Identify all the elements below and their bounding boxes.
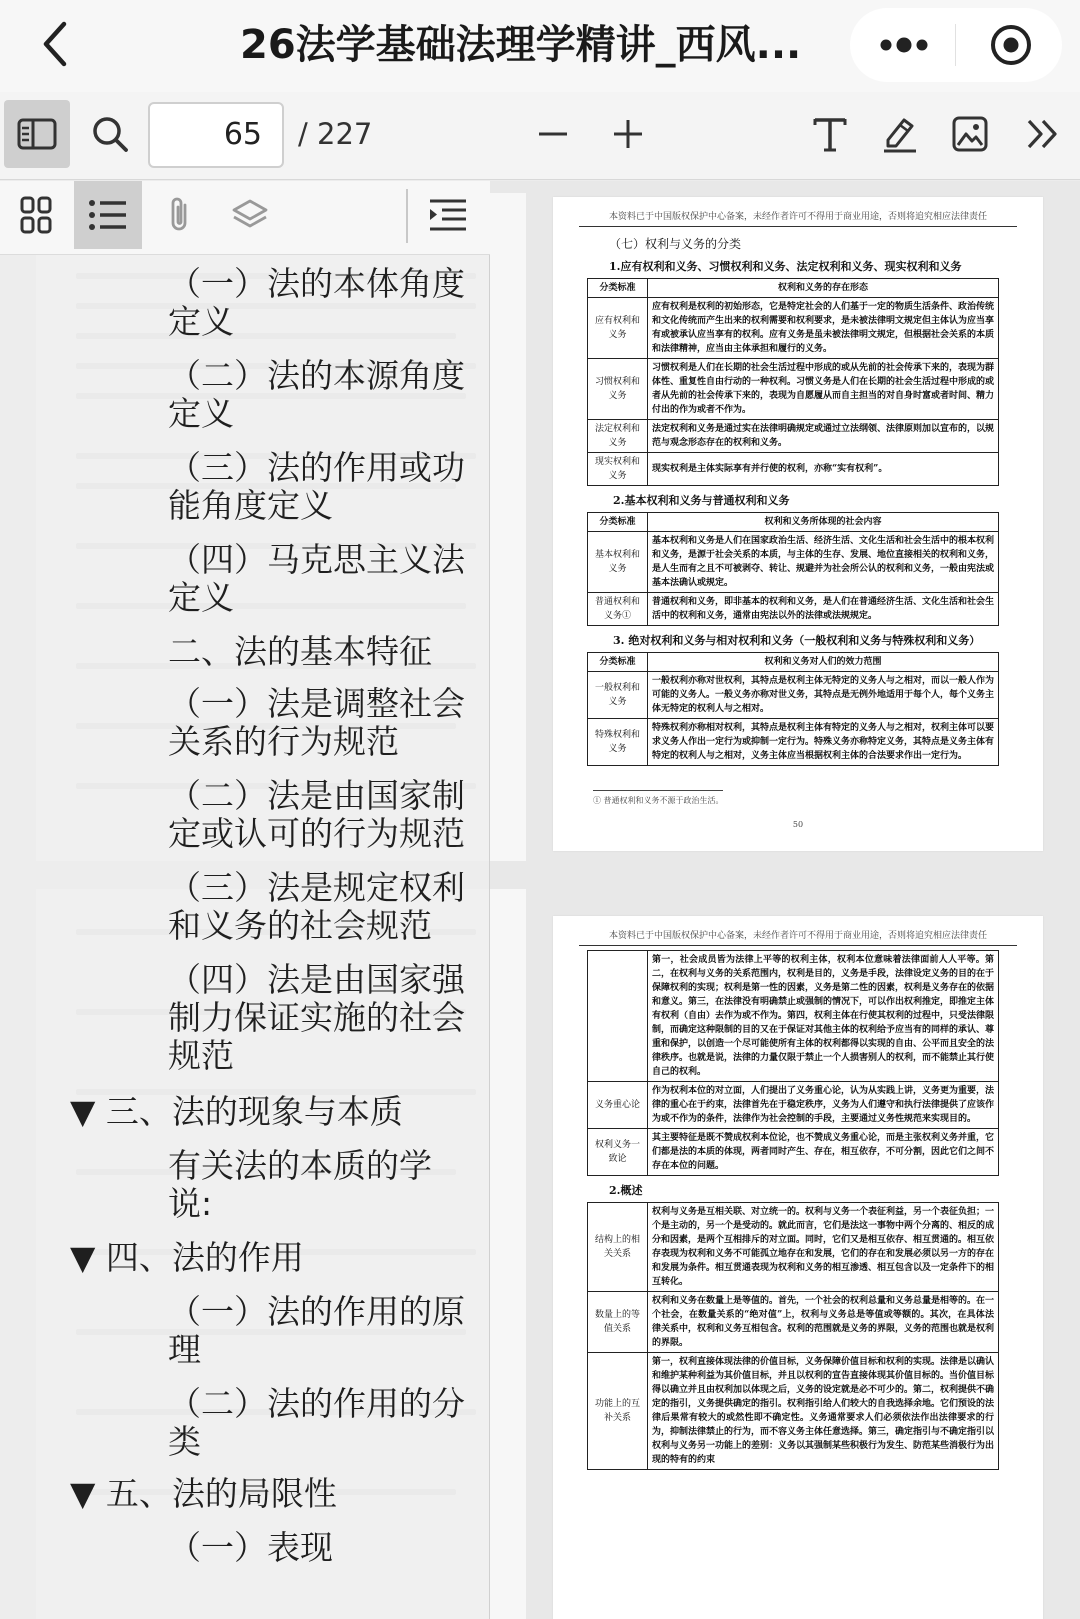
table-row: 法定权利和义务 法定权利和义务是通过实在法律明确规定或通过立法纲领、法律原则加以宣布的，以规范与观念形态存在的权利和义务。 [588, 420, 999, 453]
outline-collapse-icon [428, 198, 468, 232]
subsection-heading: 1.应有权利和义务、习惯权利和义务、法定权利和义务、现实权利和义务 [609, 260, 962, 273]
tab-layers[interactable] [218, 181, 282, 249]
page-header: 本资料已于中国版权保护中心备案，未经作者许可不得用于商业用途，否则将追究相应法律责任 [579, 209, 1017, 227]
table-row: 功能上的互补关系 第一，权利直接体现法律的价值目标，义务保障价值目标和权利的实现。法律是以确认和维护某种利益为其价值目标，并且以权利的宣告直接体现其价值目标的。当价值目标得以确立并且由权利加以体现之后，义务的设定就是必不可少的。第二，权利提供不确定的指引，义务提供确定的指引。权利指引给人们较大的自我选择余地。它们预设的法律后果常有较大的或然性即不确定性。义务通常要求人们必须依法作出法律要求的行为，抑制法律禁止的行为，而不容义务主体任意选择。第三，确定指引与不确定指引以权利与义务另一功能上的差别：义务以其强制某些积极行为发生、防范某些消极行为出现的特有的约束 [588, 1353, 999, 1470]
outline-panel [0, 181, 490, 1619]
outline-settings-button[interactable] [416, 181, 480, 249]
page-number-input[interactable]: 65 [148, 102, 284, 168]
zoom-out-button[interactable] [525, 100, 581, 168]
classification-table-1 [587, 278, 999, 486]
outline-item-section-5[interactable]: ▼ 五、法的局限性 [70, 1474, 337, 1513]
table-row: 普通权利和义务① 普通权利和义务，即非基本的权利和义务，是人们在普通经济生活、文化生活和社会生活中的权利和义务，通常由宪法以外的法律或法规规定。 [588, 593, 999, 626]
search-button[interactable] [80, 100, 140, 168]
list-icon [88, 198, 128, 232]
table-row: 习惯权利和义务 习惯权利是人们在长期的社会生活过程中形成的或从先前的社会传承下来的，表现为群体性、重复性自由行动的一种权利。习惯义务是人们在长期的社会生活过程中形成的或者从先前的社会传承下来的，表现为自愿履从而自主担当的对自身时富或者时间、精力付出的作为或者不作为。 [588, 359, 999, 420]
outline-item[interactable]: （二）法的本源角度 定义 [168, 356, 465, 433]
sidebar-toggle-button[interactable] [4, 100, 70, 168]
tab-attachments[interactable] [148, 181, 212, 249]
table-row: 基本权利和义务 基本权利和义务是人们在国家政治生活、经济生活、文化生活和社会生活中的根本权利和义务，是源于社会关系的本质，与主体的生存、发展、地位直接相关的权利和义务，是人生而有之且不可被剥夺、转让、规避并为社会所公认的权利和义务，一般由宪法或基本法确认或规定。 [588, 532, 999, 593]
image-icon [951, 115, 989, 153]
capsule-divider [955, 24, 956, 66]
outline-item[interactable]: （一）表现 [168, 1528, 333, 1567]
tab-outline[interactable] [74, 181, 142, 249]
document-page-50 [553, 197, 1043, 851]
table-row: 特殊权利和义务 特殊权利亦称相对权利，其特点是权利主体有特定的义务人与之相对，权利主体可以要求义务人作出一定行为或抑制一定行为。特殊义务亦称特定义务，其特点是义务主体有特定的权利人与之相对，义务主体应当根据权利主体的合法要求作出一定行为。 [588, 719, 999, 766]
outline-item[interactable]: （一）法是调整社会 关系的行为规范 [168, 684, 465, 761]
classification-table-3: 分类标准 权利和义务对人们的效力范围 一般权利和义务 一般权利亦称对世权利，其特点是权利主体无特定的义务人与之相对，而以一般人作为可能的义务人。一般义务亦称对世义务，其特点是无例外地适用于每个人，每个义务主体无特定的权利人与之相对。 特殊权利和义务 特殊权利亦称相对权利，其特点是权利主体有特定的义务人与之相对，权利主体可以要求义务人作出一定行为或抑制一定行为。特殊义务亦称特定义务，其特点是义务主体有特定的权利人与之相对，义务主体应当根据权利主体的合法要求作出一定行为。 [587, 652, 999, 766]
document-page-52 [553, 916, 1043, 1619]
table-row: 结构上的相关关系 权利与义务是互相关联、对立统一的。权利与义务一个表征利益，另一个表征负担；一个是主动的，另一个是受动的。就此而言，它们是法这一事物中两个分离的、相反的成分和因素，是两个互相排斥的对立面。同时，它们又是相互依存、相互贯通的。相互依存表现为权利和义务不可能孤立地存在和发展，它们的存在和发展必须以另一方的存在和发展为条件。相互贯通表现为权利和义务的相互渗透、相互包含以及一定条件下的相互转化。 [588, 1203, 999, 1292]
target-icon [989, 23, 1033, 67]
outline-item[interactable]: 有关法的本质的学 说: [168, 1146, 432, 1223]
text-tool-button[interactable] [800, 100, 860, 168]
outline-item[interactable]: （二）法是由国家制 定或认可的行为规范 [168, 776, 465, 853]
outline-item[interactable]: （一）法的本体角度 定义 [168, 264, 465, 341]
image-tool-button[interactable] [940, 100, 1000, 168]
more-tools-button[interactable] [1012, 100, 1072, 168]
classification-table-2: 分类标准 权利和义务所体现的社会内容 基本权利和义务 基本权利和义务是人们在国家政治生活、经济生活、文化生活和社会生活中的根本权利和义务，是源于社会关系的本质，与主体的生存、发展、地位直接相关的权利和义务，是人生而有之且不可被剥夺、转让、规避并为社会所公认的权利和义务，一般由宪法或基本法确认或规定。 普通权利和义务① 普通权利和义务，即非基本的权利和义务，是人们在普通经济生活、文化生活和社会生活中的权利和义务，通常由宪法以外的法律或法规规定。 [587, 512, 999, 626]
text-icon [811, 115, 849, 153]
double-chevron-right-icon [1023, 115, 1061, 153]
panel-tab-bar [0, 181, 490, 255]
table-row: 数量上的等值关系 权利和义务在数量上是等值的。首先，一个社会的权利总量和义务总量是相等的。在一个社会，在数量关系的“绝对值”上，权利与义务总是等值或等额的。其次，在具体法律关系中，权利和义务互相包含。权利的范围就是义务的界限，义务的范围也就是权利的界限。 [588, 1292, 999, 1353]
outline-item-section-4[interactable]: ▼ 四、法的作用 [70, 1238, 304, 1277]
table-row: 义务重心论 作为权利本位的对立面，人们提出了义务重心论，认为从实践上讲，义务更为重要，法律的重心在于约束，法律首先在于稳定秩序，义务为人们遵守和执行法律提供了应该作为或不作为的条件，法律作为社会控制的手段，主要通过义务性规范来实现目的。 [588, 1082, 999, 1129]
more-button[interactable] [864, 14, 944, 76]
document-title: 26法学基础法理学精讲_西风... [240, 22, 802, 68]
more-dots-icon [879, 37, 929, 53]
outline-item[interactable]: （一）法的作用的原 理 [168, 1292, 465, 1369]
subsection-heading: 3. 绝对权利和义务与相对权利和义务（一般权利和义务与特殊权利和义务） [613, 634, 981, 647]
title-bar [0, 0, 1080, 92]
outline-item-section-3[interactable]: ▼ 三、法的现象与本质 [70, 1092, 403, 1131]
tab-divider [406, 189, 408, 243]
outline-item[interactable]: （二）法的作用的分 类 [168, 1384, 465, 1461]
search-icon [91, 115, 129, 153]
overview-table [587, 1202, 999, 1470]
table-row: 权利义务一致论 其主要特征是既不赞成权利本位论，也不赞成义务重心论，而是主张权利义务并重，它们都是法的本质的体现，两者同时产生、存在，相互依存，不可分割，因此它们之间不存在本位的问题。 [588, 1129, 999, 1176]
table-row: 一般权利和义务 一般权利亦称对世权利，其特点是权利主体无特定的义务人与之相对，而以一般人作为可能的义务人。一般义务亦称对世义务，其特点是无例外地适用于每个人，每个义务主体无特定的权利人与之相对。 [588, 672, 999, 719]
outline-item[interactable]: （三）法是规定权利 和义务的社会规范 [168, 868, 465, 945]
page-total-label: / 227 [298, 117, 373, 151]
grid-icon [19, 195, 53, 235]
back-button[interactable] [30, 14, 80, 74]
subsection-heading: 2.概述 [609, 1184, 643, 1197]
table-header: 权利和义务的存在形态 [648, 279, 999, 298]
page-number: 50 [792, 820, 804, 829]
minus-icon [536, 117, 570, 151]
subsection-heading: 2.基本权利和义务与普通权利和义务 [613, 494, 790, 507]
footnote: ① 普通权利和义务不源于政治生活。 [593, 796, 724, 805]
outline-item[interactable]: （四）法是由国家强 制力保证实施的社会 规范 [168, 960, 465, 1075]
table-row: 现实权利和义务 现实权利是主体实际享有并行使的权利，亦称“实有权利”。 [588, 453, 999, 486]
table-header: 分类标准 [588, 279, 648, 298]
close-button[interactable] [978, 14, 1044, 76]
outline-item[interactable]: （三）法的作用或功 能角度定义 [168, 448, 465, 525]
table-row: 第一，社会成员皆为法律上平等的权利主体，权利本位意味着法律面前人人平等。第二，在权利与义务的关系范围内，权利是目的，义务是手段，法律设定义务的目的在于保障权利的实现；权利是第一性的因素，义务是第二性的因素，权利是义务存在的依据和意义。第三，在法律没有明确禁止或强制的情况下，可以作出权利推定，即推定主体有权利（自由）去作为或不作为。第四，权利主体在行使其权利的过程中，只受法律限制，而确定这种限制的目的又在于保证对其他主体的权利给予应当有的同样的承认、尊重和保护，以创造一个尽可能使所有主体的权利都得以实现的自由、公平而且安全的法律秩序。也就是说，法律的力量仅限于禁止一个人损害别人的权利，而不能禁止其行使自己的权利。 [588, 951, 999, 1082]
table-row: 应有权利和义务 应有权利是权利的初始形态，它是特定社会的人们基于一定的物质生活条件、政治传统和文化传统而产生出来的权利需要和权利要求，是未被法律明文规定但主体认为应当享有或被承认应当享有的权利。应有义务是虽未被法律明文规定，但根据社会关系的本质和法律精神，应当由主体承担和履行的义务。 [588, 298, 999, 359]
highlighter-icon [880, 114, 920, 154]
chevron-left-icon [38, 20, 72, 68]
paperclip-icon [165, 195, 195, 235]
zoom-in-button[interactable] [600, 100, 656, 168]
footnote-rule [593, 790, 723, 791]
outline-item[interactable]: 二、法的基本特征 [168, 632, 432, 671]
plus-icon [611, 117, 645, 151]
sidebar-icon [17, 118, 57, 150]
layers-icon [231, 198, 269, 232]
outline-item[interactable]: （四）马克思主义法 定义 [168, 540, 465, 617]
section-heading: （七）权利与义务的分类 [609, 237, 742, 251]
highlight-tool-button[interactable] [870, 100, 930, 168]
tab-thumbnails[interactable] [4, 181, 68, 249]
page-header: 本资料已于中国版权保护中心备案，未经作者许可不得用于商业用途，否则将追究相应法律责任 [579, 928, 1017, 946]
theory-table [587, 950, 999, 1176]
